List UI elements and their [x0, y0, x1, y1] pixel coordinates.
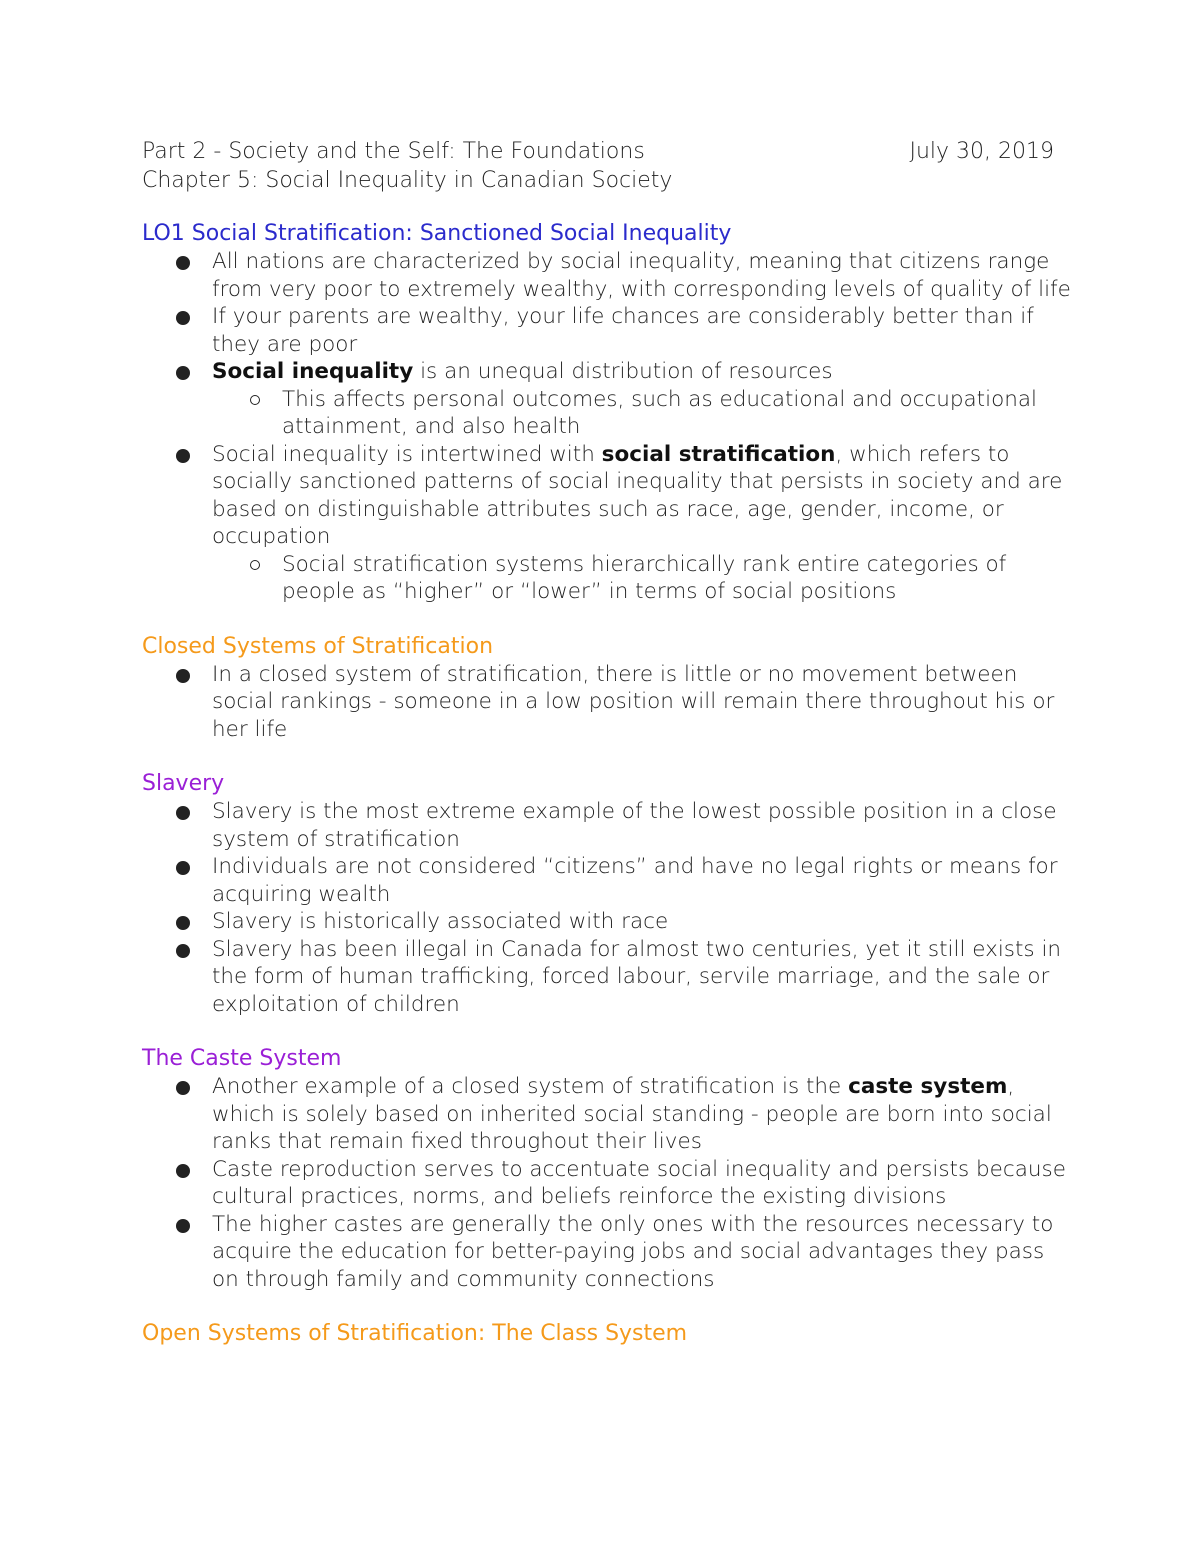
bullet-item	[142, 1156, 1072, 1211]
bullet-text: Individuals are not considered “citizens” and have no legal rights or means for acquiring wealth	[212, 854, 1058, 907]
part-title: Part 2 - Society and the Self: The Foundations	[142, 139, 645, 164]
filled-bullet-icon	[176, 311, 190, 325]
bullet-list	[142, 248, 1072, 606]
section	[142, 220, 1072, 606]
section	[142, 1320, 1072, 1348]
bullet-text: , which refers to socially sanctioned patterns of social inequality that persists in society and are based on distinguishable attributes such as race, age, gender, income, or occupation	[212, 441, 1063, 549]
key-term: Social inequality	[212, 359, 414, 384]
bullet-list	[142, 1073, 1072, 1293]
filled-bullet-icon	[176, 916, 190, 930]
filled-bullet-icon	[176, 1081, 190, 1095]
filled-bullet-icon	[176, 669, 190, 683]
bullet-text: Slavery has been illegal in Canada for almost two centuries, yet it still exists in the form of human trafficking, forced labour, servile marriage, and the sale or exploitation of children	[212, 936, 1062, 1017]
bullet-item	[142, 798, 1072, 853]
bullet-item	[142, 248, 1072, 303]
section	[142, 633, 1072, 744]
bullet-text: Caste reproduction serves to accentuate social inequality and persists because cultural practices, norms, and beliefs reinforce the existing divisions	[212, 1156, 1066, 1209]
filled-bullet-icon	[176, 449, 190, 463]
hollow-bullet-icon	[250, 560, 260, 570]
chapter-title: Chapter 5: Social Inequality in Canadian Society	[142, 168, 673, 193]
bullet-text: All nations are characterized by social inequality, meaning that citizens range from very poor to extremely wealthy, with corresponding levels of quality of life	[212, 249, 1071, 302]
filled-bullet-icon	[176, 1164, 190, 1178]
document-header	[142, 137, 1054, 195]
bullet-text: If your parents are wealthy, your life chances are considerably better than if they are poor	[212, 304, 1034, 357]
filled-bullet-icon	[176, 806, 190, 820]
filled-bullet-icon	[176, 944, 190, 958]
bullet-text: Social stratification systems hierarchically rank entire categories of people as “higher” or “lower” in terms of social positions	[282, 551, 1007, 604]
bullet-item	[142, 441, 1072, 551]
bullet-text: In a closed system of stratification, there is little or no movement between social rankings - someone in a low position will remain there throughout his or her life	[212, 661, 1055, 742]
bullet-text: This affects personal outcomes, such as educational and occupational attainment, and also health	[282, 386, 1038, 439]
bullet-text: Social inequality is intertwined with	[212, 441, 602, 467]
section-heading: The Caste System	[142, 1046, 342, 1071]
notes-body	[142, 220, 1072, 1375]
bullet-item	[142, 358, 1072, 386]
hollow-bullet-icon	[250, 395, 260, 405]
key-term: caste system	[848, 1074, 1008, 1099]
bullet-item	[142, 936, 1072, 1019]
sub-bullet-item	[142, 551, 1072, 606]
bullet-item	[142, 1073, 1072, 1156]
filled-bullet-icon	[176, 861, 190, 875]
bullet-text: , which is solely based on inherited social standing - people are born into social ranks that remain fixed throughout their lives	[212, 1074, 1052, 1154]
bullet-list	[142, 798, 1072, 1018]
bullet-item	[142, 853, 1072, 908]
bullet-text: Slavery is the most extreme example of the lowest possible position in a close system of stratification	[212, 799, 1057, 852]
section	[142, 1045, 1072, 1293]
bullet-list	[142, 661, 1072, 744]
document-date: July 30, 2019	[909, 139, 1054, 164]
filled-bullet-icon	[176, 256, 190, 270]
bullet-text: Slavery is historically associated with race	[212, 909, 669, 934]
bullet-text: is an unequal distribution of resources	[413, 359, 833, 384]
bullet-text: The higher castes are generally the only ones with the resources necessary to acquire the education for better-paying jobs and social advantages they pass on through family and community connections	[212, 1211, 1054, 1292]
bullet-item	[142, 1211, 1072, 1294]
bullet-item	[142, 303, 1072, 358]
section-heading: Open Systems of Stratification: The Class System	[142, 1321, 688, 1346]
section-heading: Closed Systems of Stratification	[142, 633, 494, 659]
filled-bullet-icon	[176, 366, 190, 380]
bullet-item	[142, 661, 1072, 744]
header-row	[142, 137, 1054, 166]
bullet-text: Another example of a closed system of stratification is the	[212, 1074, 849, 1099]
section-heading: Slavery	[142, 771, 225, 796]
sub-bullet-item	[142, 386, 1072, 441]
key-term: social stratification	[601, 441, 836, 467]
bullet-item	[142, 908, 1072, 936]
section	[142, 770, 1072, 1018]
filled-bullet-icon	[176, 1219, 190, 1233]
section-heading: LO1 Social Stratification: Sanctioned Social Inequality	[142, 221, 732, 246]
